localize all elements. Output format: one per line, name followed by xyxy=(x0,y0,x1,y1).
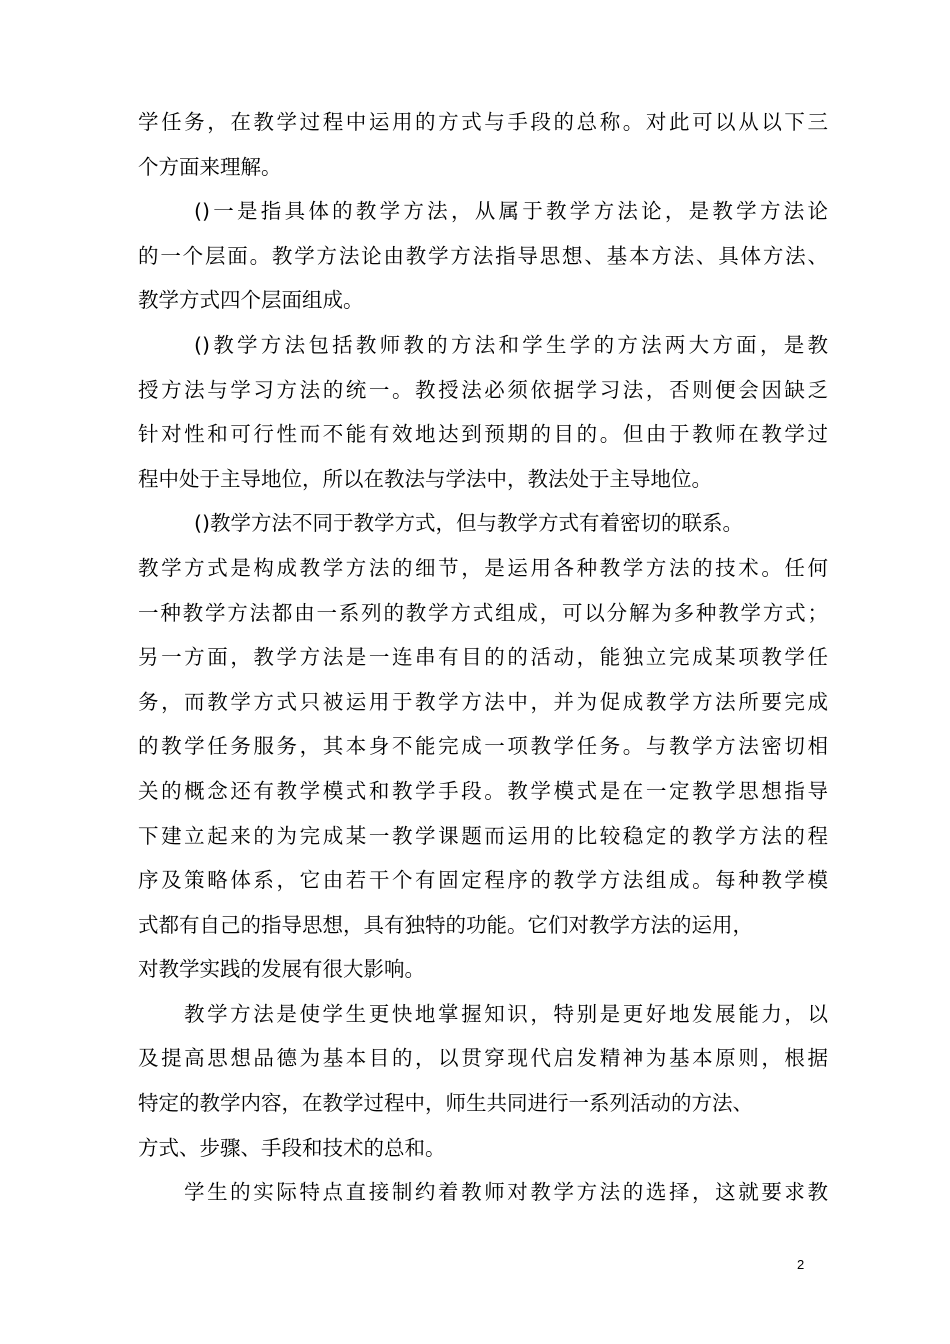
text-line: 授方法与学习方法的统一。教授法必须依据学习法，否则便会因缺乏 xyxy=(138,377,828,402)
page-number: 2 xyxy=(797,1257,805,1272)
text-line: 学生的实际特点直接制约着教师对教学方法的选择，这就要求教 xyxy=(184,1180,828,1205)
text-line: 对教学实践的发展有很大影响。 xyxy=(138,957,425,982)
text-line: 教学方式四个层面组成。 xyxy=(138,288,364,313)
text-line: ()教学方法包括教师教的方法和学生学的方法两大方面，是教 xyxy=(194,332,828,357)
text-line: 针对性和可行性而不能有效地达到预期的目的。但由于教师在教学过 xyxy=(138,422,828,447)
text-line: 务，而教学方式只被运用于教学方法中，并为促成教学方法所要完成 xyxy=(138,689,828,714)
text-line: 方式、步骤、手段和技术的总和。 xyxy=(138,1135,446,1160)
text-line: 序及策略体系，它由若干个有固定程序的教学方法组成。每种教学模 xyxy=(138,868,828,893)
body-text xyxy=(138,100,828,1215)
text-line: 另一方面，教学方法是一连串有目的的活动，能独立完成某项教学任 xyxy=(138,645,828,670)
text-line: 学任务，在教学过程中运用的方式与手段的总称。对此可以从以下三 xyxy=(138,110,828,134)
text-line: 教学方式是构成教学方法的细节，是运用各种教学方法的技术。任何 xyxy=(138,555,828,580)
text-line: ()一是指具体的教学方法，从属于教学方法论，是教学方法论 xyxy=(194,199,828,224)
text-line: 个方面来理解。 xyxy=(138,154,282,179)
text-line: ()教学方法不同于教学方式，但与教学方式有着密切的联系。 xyxy=(194,511,743,536)
text-line: 的一个层面。教学方法论由教学方法指导思想、基本方法、具体方法、 xyxy=(138,243,828,268)
text-line: 及提高思想品德为基本目的，以贯穿现代启发精神为基本原则，根据 xyxy=(138,1046,828,1071)
text-line: 程中处于主导地位，所以在教法与学法中，教法处于主导地位。 xyxy=(138,466,712,491)
text-line: 特定的教学内容，在教学过程中，师生共同进行一系列活动的方法、 xyxy=(138,1091,753,1116)
text-line: 关的概念还有教学模式和教学手段。教学模式是在一定教学思想指导 xyxy=(138,778,828,803)
text-line: 式都有自己的指导思想，具有独特的功能。它们对教学方法的运用， xyxy=(138,912,753,937)
text-line: 下建立起来的为完成某一教学课题而运用的比较稳定的教学方法的程 xyxy=(138,823,828,848)
text-line: 教学方法是使学生更快地掌握知识，特别是更好地发展能力，以 xyxy=(184,1001,828,1026)
text-line: 的教学任务服务，其本身不能完成一项教学任务。与教学方法密切相 xyxy=(138,734,828,759)
text-line: 一种教学方法都由一系列的教学方式组成，可以分解为多种教学方式； xyxy=(138,600,828,625)
